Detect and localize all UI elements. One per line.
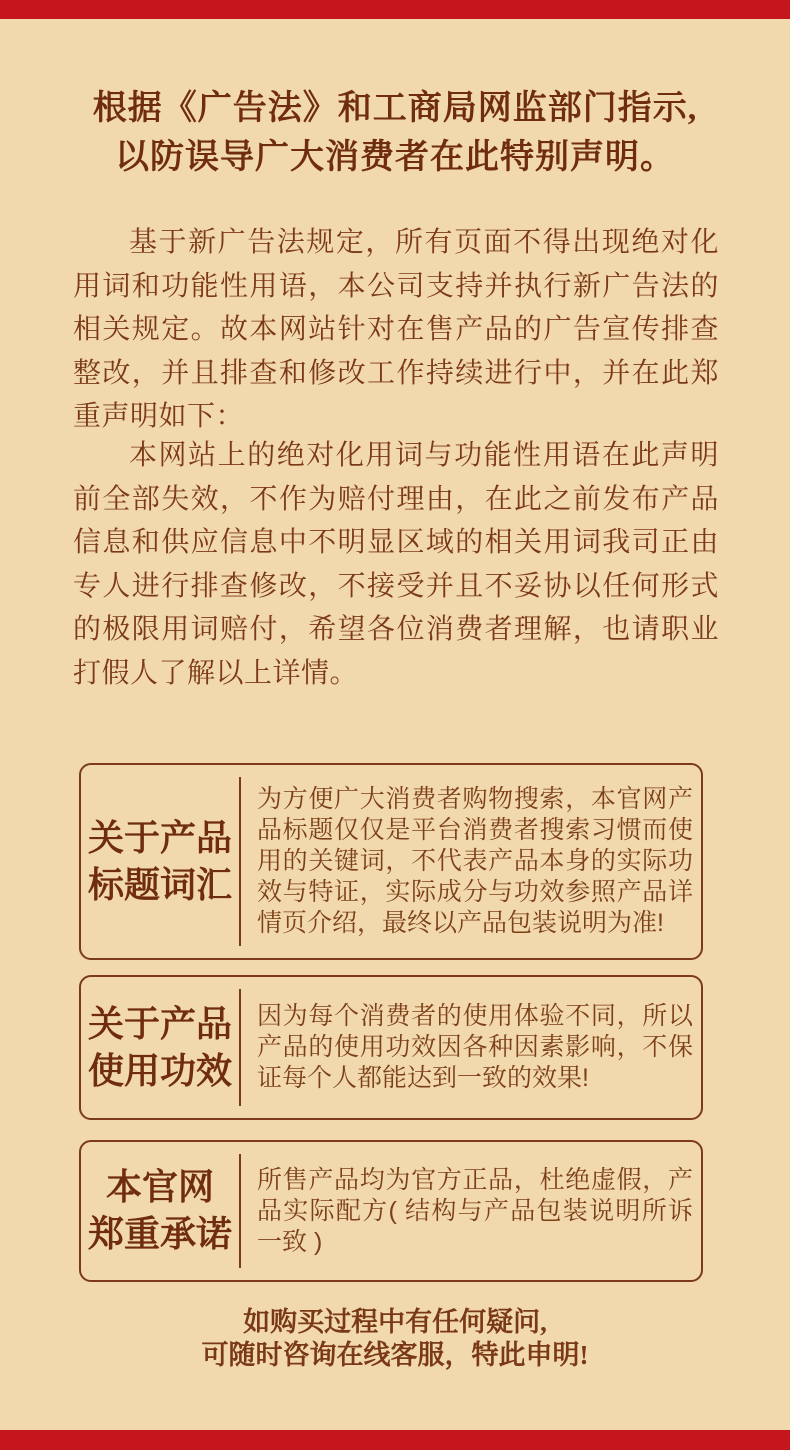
label-line-1: 关于产品	[87, 817, 232, 858]
notice-box-label	[81, 815, 239, 909]
notice-box-product-effect	[79, 975, 703, 1120]
page-title	[0, 84, 790, 182]
bottom-red-bar	[0, 1430, 790, 1450]
notice-box-label	[81, 1164, 239, 1258]
statement-paragraph-2: 本网站上的绝对化用词与功能性用语在此声明前全部失效，不作为赔付理由，在此之前发布产品信息和供应信息中不明显区域的相关用词我司正由专人进行排查修改，不接受并且不妥协以任何形式的极限用词赔付，希望各位消费者理解，也请职业打假人了解以上详情。	[73, 440, 719, 689]
notice-box-official-promise	[79, 1140, 703, 1282]
footer-note	[0, 1306, 790, 1372]
footer-line-2: 可随时咨询在线客服，特此申明!	[201, 1340, 589, 1370]
notice-box-product-title-words	[79, 763, 703, 960]
notice-box-label	[81, 1001, 239, 1095]
notice-box-text: 因为每个消费者的使用体验不同，所以产品的使用功效因各种因素影响，不保证每个人都能达到一致的效果!	[257, 1002, 693, 1092]
footer-line-1: 如购买过程中有任何疑问,	[243, 1307, 547, 1337]
label-line-2: 使用功效	[87, 1050, 232, 1091]
label-line-2: 标题词汇	[87, 864, 232, 905]
notice-box-text: 为方便广大消费者购物搜索，本官网产品标题仅仅是平台消费者搜索习惯而使用的关键词，不代表产品本身的实际功效与特证，实际成分与功效参照产品详情页介绍，最终以产品包装说明为准!	[257, 785, 693, 937]
statement-paragraph-1: 基于新广告法规定，所有页面不得出现绝对化用词和功能性用语，本公司支持并执行新广告法的相关规定。故本网站针对在售产品的广告宣传排查整改，并且排查和修改工作持续进行中，并在此郑重声明如下：	[73, 227, 719, 432]
label-line-1: 关于产品	[87, 1003, 232, 1044]
top-red-bar	[0, 0, 790, 19]
title-line-1: 根据《广告法》和工商局网监部门指示,	[92, 90, 698, 127]
label-line-2: 郑重承诺	[87, 1214, 232, 1254]
notice-box-text: 所售产品均为官方正品，杜绝虚假，产品实际配方( 结构与产品包装说明所诉一致 )	[257, 1165, 693, 1256]
label-line-1: 本官网	[105, 1167, 214, 1207]
title-line-2: 以防误导广大消费者在此特别声明。	[115, 139, 675, 176]
